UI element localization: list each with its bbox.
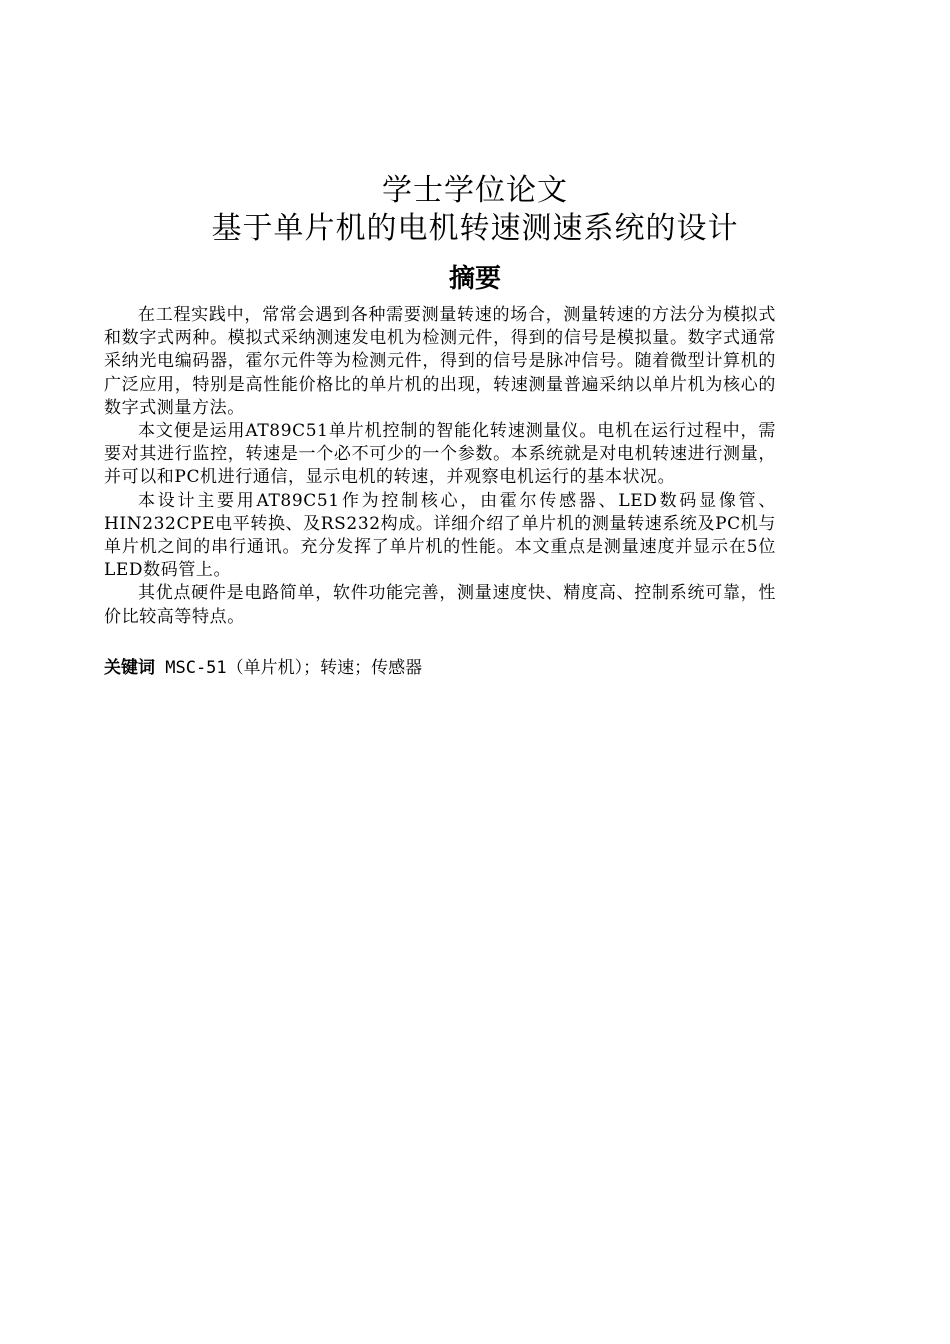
title-block: [0, 172, 950, 248]
degree-line: 学士学位论文: [382, 173, 568, 208]
abstract-paragraph-4: 其优点硬件是电路简单，软件功能完善，测量速度快、精度高、控制系统可靠，性价比较高等特点。: [104, 583, 776, 627]
abstract-paragraph-1: 在工程实践中，常常会遇到各种需要测量转速的场合，测量转速的方法分为模拟式和数字式两种。模拟式采纳测速发电机为检测元件，得到的信号是模拟量。数字式通常采纳光电编码器，霍尔元件等为检测元件，得到的信号是脉冲信号。随着微型计算机的广泛应用，特别是高性能价格比的单片机的出现，转速测量普遍采纳以单片机为核心的数字式测量方法。: [104, 305, 776, 418]
keywords-line: [104, 656, 804, 680]
keywords-label: 关键词: [104, 658, 155, 678]
abstract-paragraph-3: 本设计主要用AT89C51作为控制核心，由霍尔传感器、LED数码显像管、HIN232CPE电平转换、及RS232构成。详细介绍了单片机的测量转速系统及PC机与单片机之间的串行通讯。充分发挥了单片机的性能。本文重点是测量速度并显示在5位LED数码管上。: [104, 490, 776, 581]
thesis-title: 基于单片机的电机转速测速系统的设计: [211, 211, 739, 246]
abstract-heading: 摘要: [448, 264, 501, 294]
abstract-paragraph-2: 本文便是运用AT89C51单片机控制的智能化转速测量仪。电机在运行过程中，需要对其进行监控，转速是一个必不可少的一个参数。本系统就是对电机转速进行测量，并可以和PC机进行通信，显示电机的转速，并观察电机运行的基本状况。: [104, 421, 776, 488]
keywords-text: MSC-51（单片机）；转速；传感器: [155, 658, 423, 678]
abstract-body: [104, 304, 776, 629]
